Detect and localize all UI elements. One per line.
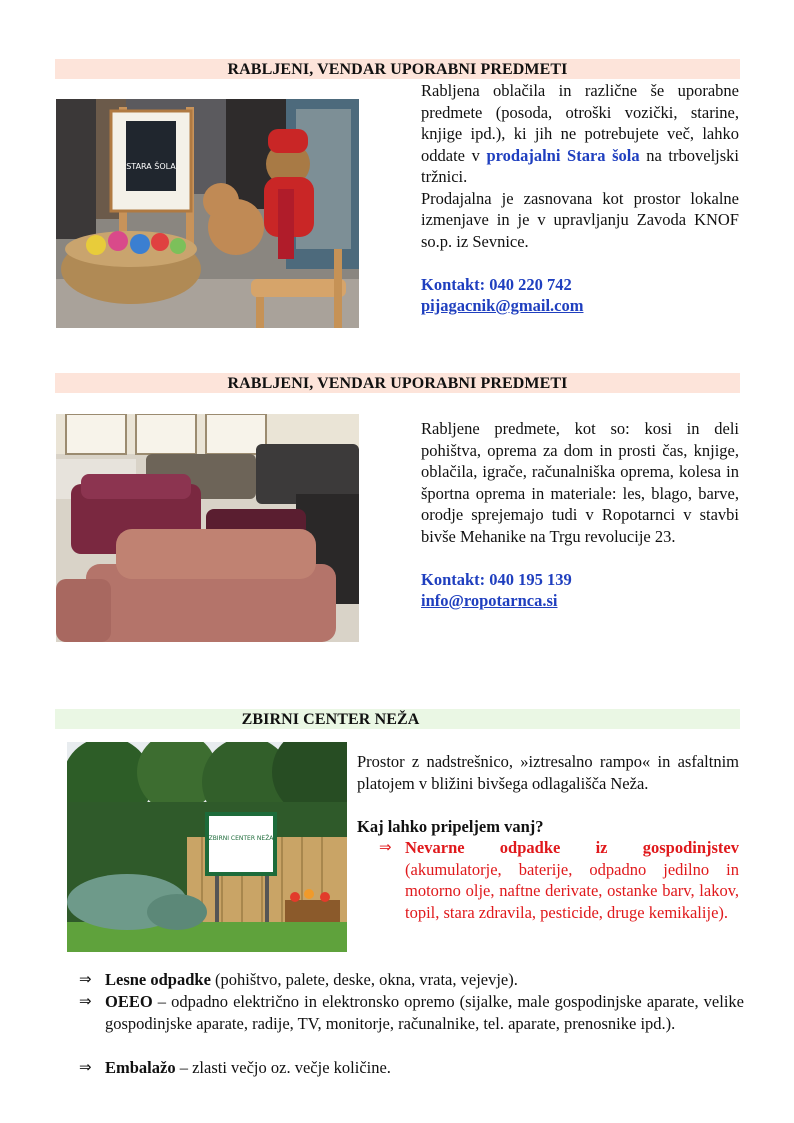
photo-secondhand-shop [56,99,359,328]
contact-phone-ropotarnca: Kontakt: 040 195 139 [421,569,572,589]
bullet-bold: OEEO [105,992,153,1011]
arrow-icon: ⇒ [379,838,392,856]
arrow-icon: ⇒ [79,970,92,988]
contact-email-ropotarnca-link[interactable]: info@ropotarnca.si [421,591,558,610]
ropotarnca-para: Rabljene predmete, kot so: kosi in deli pohištva, oprema za dom in prosti čas, knjige, oblačila, igrače, računalniška oprema, kolesa in športna oprema in materiale: les, blago, barve, orodje sprejemajo tudi v Ropotarnci v stavbi bivše Mehanike na Trgu revolucije 23. [421,419,739,546]
hazard-bold: Nevarne odpadke iz gospodinjstev [405,838,739,857]
hazard-item [357,837,739,923]
section-heading-ropotarnca: RABLJENI, VENDAR UPORABNI PREDMETI [55,373,740,393]
stara-sola-description [421,80,739,317]
section-heading-stara-sola: RABLJENI, VENDAR UPORABNI PREDMETI [55,59,740,79]
para2-text: Prodajalna je zasnovana kot prostor lokalne izmenjave in je v upravljanju Zavoda KNOF so.p. iz Sevnice. [421,188,739,251]
bullet-bold: Embalažo [105,1058,176,1077]
zbirni-center-description [357,751,739,923]
ropotarnca-description [421,418,739,612]
prodajalna-stara-sola-link[interactable]: prodajalni Stara šola [486,145,640,165]
contact-email-link[interactable]: pijagacnik@gmail.com [421,296,584,315]
bullet-rest: – odpadno električno in elektronsko opremo (sijalke, male gospodinjske aparate, velike gospodinjske aparate, radije, TV, monitorje, računalnike, tel. aparate, prenosnike ipd.). [105,992,744,1033]
list-item-oeeo [79,991,744,1034]
para1-text-b: na trboveljski tržnici. [421,145,740,186]
photo-zbirni-center-sign [67,742,347,952]
bullet-bold: Lesne odpadke [105,970,211,989]
sign-text: ZBIRNI CENTER NEŽA [208,835,274,842]
list-item-packaging [79,1057,744,1079]
bullet-rest: (pohištvo, palete, deske, okna, vrata, vejevje). [210,970,518,989]
hazard-rest: (akumulatorje, baterije, odpadno jedilno in motorno olje, naftne derivate, ostanke barv, lakov, topil, stara zdravila, pesticide, druge kemikalije). [405,859,739,922]
poster-text: STARA ŠOLA [126,162,176,171]
zbirni-center-para: Prostor z nadstrešnico, »iztresalno rampo« in asfaltnim platojem v bližini bivšega odlagališča Neža. [357,752,739,793]
para1-text-a: Rabljena oblačila in različne še uporabne predmete (posoda, otroški vozički, starine, knjige ipd.), ki jih ne potrebujete več, lahko oddate v [421,81,739,165]
bullet-rest: – zlasti večjo oz. večje količine. [175,1058,391,1077]
photo-used-furniture [56,414,359,642]
contact-phone: Kontakt: 040 220 742 [421,274,572,294]
question-heading: Kaj lahko pripeljem vanj? [357,816,544,836]
section-heading-zbirni-center: ZBIRNI CENTER NEŽA [55,709,740,729]
arrow-icon: ⇒ [79,1058,92,1076]
list-item-wood [79,969,744,991]
arrow-icon: ⇒ [79,992,92,1010]
